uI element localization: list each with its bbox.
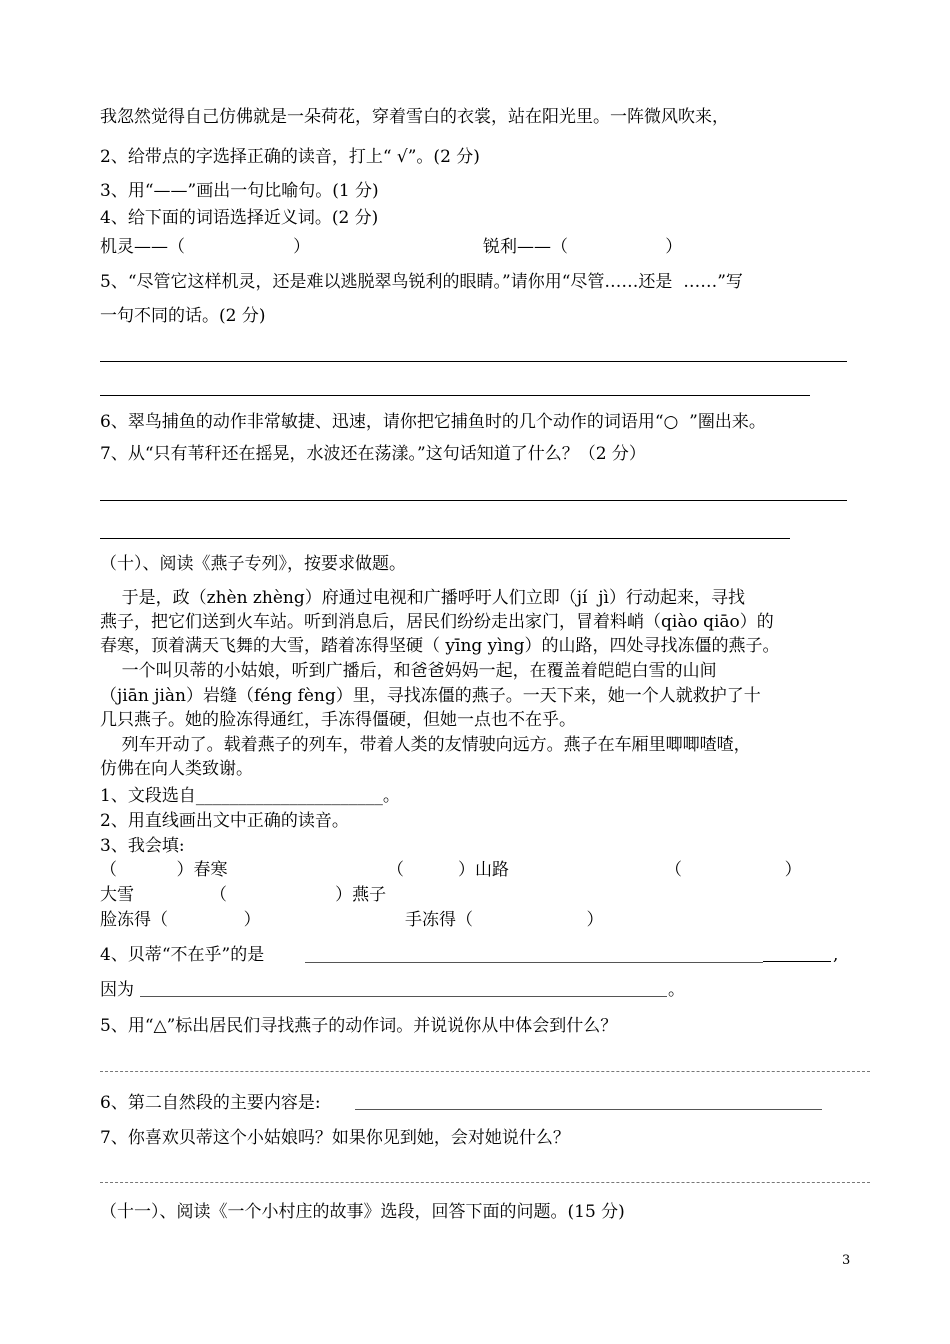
section-title: （十一）、阅读《一个小村庄的故事》选段，回答下面的问题。(15 分)	[100, 1202, 625, 1222]
page-number: 3	[842, 1253, 851, 1268]
comma: ,	[833, 945, 839, 965]
question-2: 2、给带点的字选择正确的读音，打上“ √”。(2 分)	[100, 147, 480, 167]
question-5: 5、“尽管它这样机灵，还是难以逃脱翠鸟锐利的眼睛。”请你用“尽管……还是 ……”写	[100, 272, 743, 292]
passage-line: 几只燕子。她的脸冻得通红，手冻得僵硬，但她一点也不在乎。	[100, 710, 576, 730]
answer-line[interactable]	[355, 1109, 822, 1110]
question-4-reason: 因为	[100, 980, 134, 1000]
answer-line[interactable]	[100, 538, 790, 539]
fill-blank[interactable]: （ ）燕子	[210, 885, 387, 905]
question-7: 7、你喜欢贝蒂这个小姑娘吗？如果你见到她，会对她说什么？	[100, 1128, 570, 1148]
answer-line[interactable]	[763, 961, 831, 962]
question-5: 5、用“△”标出居民们寻找燕子的动作词。并说说你从中体会到什么？	[100, 1016, 618, 1036]
question-6: 6、第二自然段的主要内容是:	[100, 1093, 321, 1113]
question-6: 6、翠鸟捕鱼的动作非常敏捷、迅速，请你把它捕鱼时的几个动作的词语用“○ ”圈出来。	[100, 412, 766, 432]
answer-line[interactable]	[100, 1182, 870, 1183]
question-7: 7、从“只有苇秆还在摇晃，水波还在荡漾。”这句话知道了什么？（2 分）	[100, 444, 646, 464]
question-5-cont: 一句不同的话。(2 分)	[100, 306, 266, 326]
answer-line[interactable]	[305, 962, 763, 963]
answer-line[interactable]	[140, 996, 667, 997]
question-1: 1、文段选自______________________。	[100, 786, 400, 806]
passage-line: 春寒，顶着满天飞舞的大雪，踏着冻得坚硬（ yīng yìng）的山路，四处寻找冻僵的燕子。	[100, 636, 780, 656]
fill-blank[interactable]: 脸冻得（ ）	[100, 910, 261, 930]
question-4: 4、给下面的词语选择近义词。(2 分)	[100, 208, 379, 228]
answer-line[interactable]	[100, 361, 847, 362]
passage-line: 于是，政（zhèn zhèng）府通过电视和广播呼吁人们立即（jí jì）行动起来，寻找	[100, 588, 745, 608]
passage-line: 我忽然觉得自己仿佛就是一朵荷花，穿着雪白的衣裳，站在阳光里。一阵微风吹来，	[100, 107, 729, 127]
period: 。	[668, 980, 685, 1000]
passage-line: 列车开动了。载着燕子的列车，带着人类的友情驶向远方。燕子在车厢里唧唧喳喳，	[100, 735, 751, 755]
section-title: （十）、阅读《燕子专列》，按要求做题。	[100, 554, 406, 574]
fill-blank[interactable]: （ ）春寒	[100, 860, 228, 880]
question-4: 4、贝蒂“不在乎”的是	[100, 945, 265, 965]
question-3: 3、用“——”画出一句比喻句。(1 分)	[100, 181, 379, 201]
question-3: 3、我会填:	[100, 836, 185, 856]
passage-line: 一个叫贝蒂的小姑娘，听到广播后，和爸爸妈妈一起，在覆盖着皑皑白雪的山间	[100, 661, 717, 681]
synonym-blank-jiling[interactable]: 机灵——（ ）	[100, 237, 311, 257]
answer-line[interactable]	[100, 1071, 870, 1072]
passage-line: 仿佛在向人类致谢。	[100, 759, 253, 779]
question-2: 2、用直线画出文中正确的读音。	[100, 811, 349, 831]
answer-line[interactable]	[100, 500, 847, 501]
passage-line: （jiān jiàn）岩缝（féng fèng）里，寻找冻僵的燕子。一天下来，她一个人就救护了十	[100, 686, 761, 706]
answer-line[interactable]	[100, 395, 810, 396]
fill-blank[interactable]: （ ）山路	[387, 860, 510, 880]
fill-blank[interactable]: 手冻得（ ）	[405, 910, 604, 930]
fill-blank[interactable]: （ ）	[665, 860, 802, 880]
passage-line: 燕子，把它们送到火车站。听到消息后，居民们纷纷走出家门，冒着料峭（qiào qiāo）的	[100, 612, 774, 632]
synonym-blank-ruili[interactable]: 锐利——（ ）	[483, 237, 683, 257]
fill-label: 大雪	[100, 885, 134, 905]
